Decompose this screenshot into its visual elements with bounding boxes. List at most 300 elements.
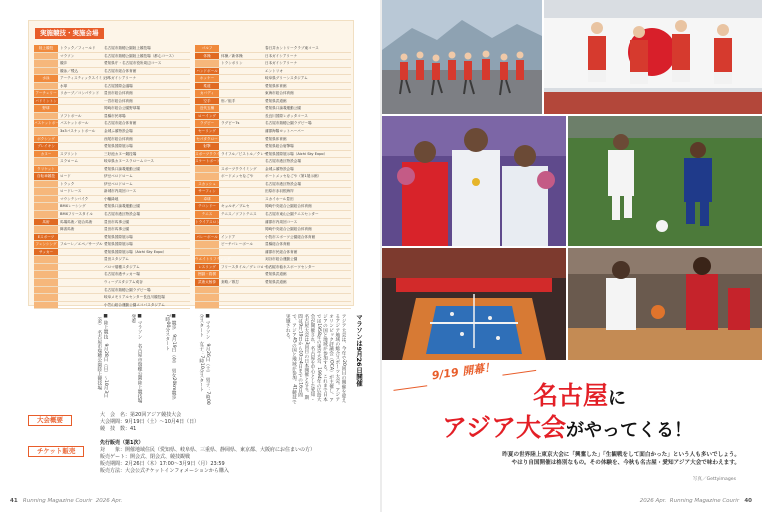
venue-cell: パロマ瑞穂スタジアム — [104, 264, 140, 269]
venue-cell: 愛知県国際展示場 — [104, 144, 133, 149]
venue-cell: 長良川国際レガッタコース — [265, 113, 308, 118]
venue-cell: 名古屋市港区特設会場 — [265, 181, 301, 186]
schedule-notes — [76, 314, 210, 406]
venue-cell: エントリオ — [265, 68, 283, 73]
sport-cell: Eスポーツ — [34, 234, 58, 241]
event-cell — [58, 234, 102, 241]
event-cell — [58, 294, 102, 301]
venue-row — [195, 279, 351, 287]
venue-row — [34, 173, 190, 181]
venue-row — [34, 188, 190, 196]
sport-cell: レスリング — [195, 264, 219, 271]
sport-cell: カヌー — [34, 151, 58, 158]
venue-row — [195, 113, 351, 121]
venue-table — [28, 20, 354, 306]
venue-cell: 名古屋市港サッカー場 — [104, 272, 140, 277]
event-cell — [219, 143, 263, 150]
venue-cell: 蒲郡市内周回コース — [265, 219, 298, 224]
sport-cell: サーフィン — [195, 188, 219, 195]
venue-table-heading: 実施競技・実施会場 — [35, 28, 104, 39]
venue-cell: 刈谷市総合運動公園 — [265, 257, 298, 262]
sport-cell — [34, 294, 58, 301]
left-footer-title: Running Magazine Courir — [22, 498, 93, 504]
event-cell — [58, 98, 102, 105]
right-footer — [640, 498, 752, 504]
sport-cell: 卓球 — [195, 196, 219, 203]
venue-row — [195, 68, 351, 76]
venue-cell: 岐阜メモリアルセンター長良川競技場 — [104, 295, 165, 300]
right-footer-date: 2026 Apr. — [639, 498, 667, 504]
photo-basketball-game — [568, 248, 762, 360]
event-cell — [219, 226, 263, 233]
ticket-label: チケット販売 — [28, 446, 84, 457]
venue-cell: 名古屋市瑞穂公園ラグビー場 — [104, 287, 151, 292]
headline-event: アジア大会 — [442, 413, 567, 442]
event-cell: ロードレース — [60, 189, 82, 194]
venue-row — [34, 45, 190, 53]
venue-cell: 日本ガイシアリーナ — [104, 76, 137, 81]
event-cell: BMXレーシング — [60, 204, 86, 209]
venue-row — [34, 158, 190, 166]
overview-label: 大会概要 — [28, 415, 72, 426]
venue-row — [195, 234, 351, 242]
venue-cell: 愛知県口論義運動公園 — [104, 166, 140, 171]
venue-row — [195, 75, 351, 83]
venue-row — [34, 181, 190, 189]
sport-cell: 野球 — [34, 105, 58, 112]
event-cell — [219, 219, 263, 226]
venue-row — [34, 226, 190, 234]
event-cell — [58, 271, 102, 278]
venue-row — [34, 90, 190, 98]
venue-row — [195, 219, 351, 227]
event-cell: スプリント — [60, 151, 78, 156]
venue-cell: 蒲郡海陽ヨットハーバー — [265, 129, 305, 134]
headline-predicate: がやってくる！ — [566, 420, 693, 441]
event-cell: 馬場馬術／総合馬術 — [60, 219, 93, 224]
overview-line: 大 会 名：第20回アジア競技大会 — [100, 412, 182, 418]
sport-cell: サッカー — [34, 249, 58, 256]
event-cell: 競泳／飛込 — [60, 68, 78, 73]
venue-row — [195, 128, 351, 136]
venue-row — [195, 53, 351, 61]
venue-cell — [263, 302, 351, 309]
venue-row — [34, 279, 190, 287]
event-cell: トランポリン — [221, 61, 243, 66]
schedule-note: ■ マラソン 9月26日（土） 男子：7時00分スタート 女子：7時10分スタート — [198, 314, 210, 405]
sport-cell: スポーツクライミング — [195, 151, 231, 156]
venue-row — [34, 68, 190, 76]
event-cell — [58, 166, 102, 173]
sport-cell — [195, 249, 219, 256]
lead-line: 昨夏の世界陸上東京大会に「興奮した」「生観戦をして面白かった」という人も多いでしょう。 — [502, 452, 740, 458]
venue-cell: スカイホール豊田 — [265, 196, 294, 201]
venue-row — [195, 120, 351, 128]
venue-cell: 岡崎市総合公園野球場 — [104, 106, 140, 111]
sport-cell — [34, 226, 58, 233]
event-cell — [219, 271, 263, 278]
venue-row — [34, 136, 190, 144]
venue-cell: 春日井カントリークラブ東コース — [265, 46, 319, 50]
event-cell: インドア — [221, 234, 236, 239]
event-cell: ソフトボール — [60, 113, 82, 118]
overview-line: 競 技 数：41 — [100, 426, 137, 432]
event-cell: トラック／フィールド — [60, 46, 96, 50]
venue-row — [195, 256, 351, 264]
venue-cell: 愛知県国際展示場 — [104, 234, 133, 239]
ticket-line: 販売期間：2月26日（木）17:00〜3月9日（月）23:59 — [100, 461, 225, 467]
schedule-note: ■ 陸上競技 9月28日（日）〜10月3日（金） 名古屋市瑞穂公園陸上競技場 — [96, 314, 108, 398]
venue-row — [34, 211, 190, 219]
venue-row — [195, 287, 351, 295]
ticket-info — [100, 440, 315, 475]
venue-cell: 田原市赤羽根海岸 — [265, 189, 294, 194]
sport-cell — [195, 302, 219, 309]
sport-cell: フェンシング — [35, 242, 57, 247]
venue-cell — [263, 294, 351, 301]
overview-info — [100, 412, 199, 433]
ticket-line: 販売ゲート：開会式、閉会式、競技観戦 — [100, 454, 191, 460]
sport-cell — [195, 294, 219, 301]
venue-row — [34, 53, 190, 61]
lead-text — [440, 451, 740, 467]
venue-row — [195, 45, 351, 53]
sport-cell: ローイング — [195, 113, 219, 120]
sport-cell: バレーボール — [196, 234, 218, 239]
venue-row — [195, 143, 351, 151]
venue-row — [195, 60, 351, 68]
event-cell: ライフル／ピストル／クレー — [221, 151, 268, 156]
event-cell: マウンテンバイク — [60, 196, 89, 201]
sport-cell: 柔道 — [195, 83, 219, 90]
venue-cell: 伊豆ベロドローム — [104, 181, 133, 186]
event-cell — [219, 294, 263, 301]
venue-cell: 愛知県武道館 — [265, 98, 287, 103]
sport-cell — [34, 196, 58, 203]
venue-cell: 名古屋市瑞穂公園陸上競技場 — [104, 46, 151, 50]
event-cell: マラソン — [60, 53, 75, 58]
venue-row — [34, 196, 190, 204]
venue-cell: 愛知県口論義運動公園 — [104, 204, 140, 209]
event-cell: 障害馬術 — [60, 227, 75, 232]
photo-credit: 写真／Gettyimages — [692, 477, 736, 482]
event-cell — [58, 302, 102, 309]
event-cell — [219, 105, 263, 112]
sport-cell — [34, 203, 58, 210]
event-cell — [219, 302, 263, 309]
venue-row — [195, 241, 351, 249]
sport-cell — [34, 256, 58, 263]
event-cell: ボードメッセなごや — [221, 174, 254, 179]
event-cell: 体操／新体操 — [221, 53, 243, 58]
sport-cell — [34, 158, 58, 165]
event-cell — [58, 249, 102, 256]
venue-row — [34, 120, 190, 128]
venue-cell: 名古屋市港区特設会場 — [104, 212, 140, 217]
ticket-title: 先行販売（第1次） — [100, 440, 144, 446]
venue-cell: 豊橋市民球場 — [104, 113, 126, 118]
venue-cell: 名古屋国際会議場 — [104, 83, 133, 88]
venue-cell: 愛知県国際展示場（Aichi Sky Expo） — [265, 151, 328, 156]
venue-row — [195, 98, 351, 106]
venue-row — [34, 203, 190, 211]
event-cell — [219, 188, 263, 195]
sport-cell: 武術太極拳 — [195, 279, 219, 286]
event-cell: バスケットボール — [60, 121, 89, 126]
venue-cell: 愛知県庁・名古屋市役所周辺コース — [104, 61, 162, 66]
sport-cell — [195, 287, 219, 294]
sport-cell: ゴルフ — [195, 45, 219, 52]
left-page-number: 41 — [10, 498, 18, 504]
sport-cell: テニス — [195, 211, 219, 218]
sport-cell — [34, 287, 58, 294]
venue-row — [195, 294, 351, 302]
event-cell — [219, 128, 263, 135]
sport-cell: カバディ — [195, 90, 219, 97]
ticket-line: 対 象：開催地域住民（愛知県、岐阜県、三重県、静岡県、東京都、大阪府にお住まいの方） — [100, 447, 316, 453]
venue-cell: 岡崎中央総合公園総合体育館 — [265, 227, 312, 232]
sport-cell: 空手 — [195, 98, 219, 105]
venue-row — [34, 302, 190, 310]
venue-cell: 名古屋市総合体育館 — [104, 121, 137, 126]
sport-cell — [195, 173, 219, 180]
event-cell — [219, 75, 263, 82]
venue-row — [195, 83, 351, 91]
event-cell — [58, 279, 102, 286]
venue-cell: 小笠山総合運動公園エコパスタジアム — [104, 302, 165, 307]
venue-column-1 — [34, 45, 190, 309]
venue-row — [34, 249, 190, 257]
venue-row — [34, 166, 190, 174]
headline-line-1 — [533, 382, 626, 413]
sport-cell: ホッケー — [195, 75, 219, 82]
venue-cell: 岡崎中央総合公園総合体育館 — [265, 204, 312, 209]
schedule-note: ■ 競歩 9月19日（金） 男女20km競歩 7時00分スタート — [164, 314, 176, 405]
venue-cell: 愛知県武道館 — [265, 272, 287, 277]
sport-cell: 近代五種 — [195, 105, 219, 112]
venue-row — [195, 302, 351, 310]
venue-row — [34, 60, 190, 68]
venue-row — [195, 211, 351, 219]
event-cell — [58, 143, 102, 150]
sport-cell — [34, 68, 58, 75]
event-cell: ラグビー7s — [221, 121, 240, 126]
venue-cell: 日本ガイシアリーナ — [265, 61, 298, 66]
venue-row — [195, 90, 351, 98]
event-cell: テニス／ソフトテニス — [221, 212, 257, 217]
venue-cell: 伊豆ベロドローム — [104, 174, 133, 179]
venue-cell: 西尾市総合体育館 — [104, 136, 133, 141]
venue-cell: 名古屋市東山公園テニスセンター — [265, 212, 319, 217]
venue-cell: 愛知県武道館 — [265, 279, 287, 284]
venue-cell: 岐阜県カヌースラロームコース — [104, 159, 154, 164]
venue-row — [34, 98, 190, 106]
sport-cell: ウエイトリフティング — [195, 257, 231, 262]
sport-cell: 馬術 — [34, 219, 58, 226]
event-cell: スラローム — [60, 159, 78, 164]
event-cell — [219, 90, 263, 97]
sport-cell: スカッシュ — [195, 181, 219, 188]
headline-particle: に — [608, 388, 627, 409]
event-cell: アーティスティックスイミング — [60, 76, 110, 81]
overview-line: 大会期間：9月19日（土）〜10月4日（日） — [100, 419, 200, 425]
sport-cell — [34, 188, 58, 195]
photo-volleyball-arena — [382, 248, 566, 360]
event-cell — [219, 136, 263, 143]
sport-cell: セパタクロー — [196, 136, 218, 141]
event-cell — [219, 83, 263, 90]
venue-row — [34, 105, 190, 113]
sport-cell: 水泳 — [34, 75, 58, 82]
venue-row — [34, 271, 190, 279]
venue-row — [34, 75, 190, 83]
sport-cell: ラグビー — [195, 120, 219, 127]
venue-cell: 三好池カヌー競技場 — [104, 151, 137, 156]
venue-cell: 名古屋市瑞穂公園ラグビー場 — [265, 121, 312, 126]
photo-football-match — [568, 116, 762, 246]
event-cell: 套路／散打 — [221, 279, 239, 284]
venue-cell: 名古屋市総合体育館 — [104, 68, 137, 73]
event-cell: キョルギ／プムセ — [221, 204, 250, 209]
venue-cell: 小牧市スポーツ公園総合体育館 — [265, 234, 316, 239]
sport-cell: ボクシング — [34, 136, 58, 143]
venue-cell: 岐阜県グリーンスタジアム — [265, 76, 308, 81]
photo-marathon-runners — [382, 0, 542, 114]
event-cell: ビーチバレーボール — [221, 242, 253, 247]
venue-cell: 豊橋総合体育館 — [265, 242, 291, 247]
venue-row — [195, 226, 351, 234]
venue-cell: 小幡緑地 — [104, 196, 119, 201]
sport-cell: 体操 — [195, 53, 219, 60]
sport-cell — [34, 60, 58, 67]
venue-column-2 — [195, 45, 351, 309]
sport-cell: 陸上競技 — [34, 45, 58, 52]
event-cell — [219, 249, 263, 256]
sport-cell — [34, 264, 58, 271]
venue-cell: 新城市内周回コース — [104, 189, 137, 194]
sport-cell — [195, 60, 219, 67]
venue-cell: 蒲郡市民総合体育館 — [265, 249, 298, 254]
schedule-note: ■ マラソン 名古屋市瑞穂公園陸上競技場発着 — [130, 314, 142, 404]
sport-cell — [34, 211, 58, 218]
venue-row — [34, 219, 190, 227]
venue-cell: 豊田市馬事公園 — [104, 227, 130, 232]
venue-row — [195, 264, 351, 272]
venue-row — [195, 173, 351, 181]
venue-cell: 名古屋市港区特設会場 — [265, 159, 301, 164]
event-cell — [219, 158, 263, 165]
event-cell: 競歩 — [60, 61, 68, 66]
event-cell — [58, 105, 102, 112]
venue-row — [195, 196, 351, 204]
venue-cell — [263, 287, 351, 294]
event-cell — [219, 256, 263, 263]
sport-cell: 射撃 — [195, 143, 219, 150]
venue-row — [195, 105, 351, 113]
sport-cell: バドミントン — [35, 98, 57, 103]
venue-cell: 日本ガイシアリーナ — [265, 53, 298, 58]
venue-cell: 名古屋市瑞穂公園陸上競技場（都心コース） — [104, 53, 176, 58]
venue-row — [34, 143, 190, 151]
event-cell: スポーツクライミング — [221, 166, 257, 171]
sport-cell: トライアスロン — [195, 219, 220, 224]
sport-cell — [195, 166, 219, 173]
sport-cell — [34, 128, 58, 135]
event-cell — [58, 287, 102, 294]
sport-cell: セーリング — [195, 128, 219, 135]
venue-cell: 一宮市総合体育館 — [104, 98, 133, 103]
venue-cell: 金城ふ頭特設会場 — [265, 166, 294, 171]
venue-row — [195, 158, 351, 166]
venue-cell: 愛知県総合射撃場 — [265, 144, 294, 149]
event-cell — [58, 136, 102, 143]
venue-row — [34, 256, 190, 264]
venue-row — [34, 264, 190, 272]
sport-cell — [34, 279, 58, 286]
left-footer — [10, 498, 122, 504]
event-cell — [219, 287, 263, 294]
sport-cell: 自転車競技 — [34, 173, 58, 180]
venue-row — [195, 188, 351, 196]
sport-cell — [34, 83, 58, 90]
event-cell — [58, 256, 102, 263]
venue-row — [34, 234, 190, 242]
event-cell: ロード — [60, 174, 71, 179]
sport-cell — [34, 181, 58, 188]
event-cell — [219, 181, 263, 188]
event-cell: フリースタイル／グレコローマン — [221, 264, 275, 269]
event-cell — [219, 45, 263, 52]
venue-cell: 愛知県体育館 — [265, 83, 287, 88]
sport-cell: クリケット — [34, 166, 58, 173]
venue-row — [195, 166, 351, 174]
venue-cell: 豊田市総合体育館 — [104, 91, 133, 96]
ticket-line: 販売方法：大会公式チケットインフォメーションから購入 — [100, 468, 229, 474]
venue-row — [34, 83, 190, 91]
sport-cell: 囲碁・将棋 — [195, 271, 219, 278]
event-cell: 水球 — [60, 83, 68, 88]
lead-line: やはり自国開催は格別なもの。その体験を、今秋も名古屋・愛知アジア大会で味わえます。 — [511, 460, 740, 466]
sport-cell — [34, 113, 58, 120]
headline-line-2 — [442, 414, 692, 445]
sport-cell: ハンドボール — [196, 68, 218, 73]
left-footer-date: 2026 Apr. — [95, 498, 123, 504]
venue-row — [34, 241, 190, 249]
right-footer-title: Running Magazine Courir — [669, 498, 740, 504]
sport-cell — [34, 302, 58, 309]
venue-cell: ポートメッセなごや（第1展示館） — [265, 174, 322, 179]
photo-medalists — [382, 116, 566, 246]
right-page-number: 40 — [744, 498, 752, 504]
sport-cell: テコンドー — [195, 203, 219, 210]
article-subheading: マラソンは9月26日開催 — [355, 314, 363, 387]
venue-row — [34, 151, 190, 159]
sport-cell: ブレイキン — [34, 143, 58, 150]
venue-cell: 愛知県口論義運動公園 — [265, 106, 301, 111]
event-cell: BMXフリースタイル — [60, 212, 93, 217]
venue-cell: 豊田市馬事公園 — [104, 219, 130, 224]
sport-cell — [195, 226, 219, 233]
event-cell: リカーブ／コンパウンド — [60, 91, 100, 96]
sport-cell — [34, 271, 58, 278]
photo-relay-team-flag — [544, 0, 762, 114]
venue-cell: 愛知県国際展示場（Aichi Sky Expo） — [104, 249, 167, 254]
venue-row — [195, 181, 351, 189]
sport-cell: スケートボード — [195, 159, 221, 164]
event-cell: トラック — [60, 181, 75, 186]
venue-cell: 金城ふ頭特設会場 — [104, 129, 133, 134]
sport-cell — [195, 241, 219, 248]
